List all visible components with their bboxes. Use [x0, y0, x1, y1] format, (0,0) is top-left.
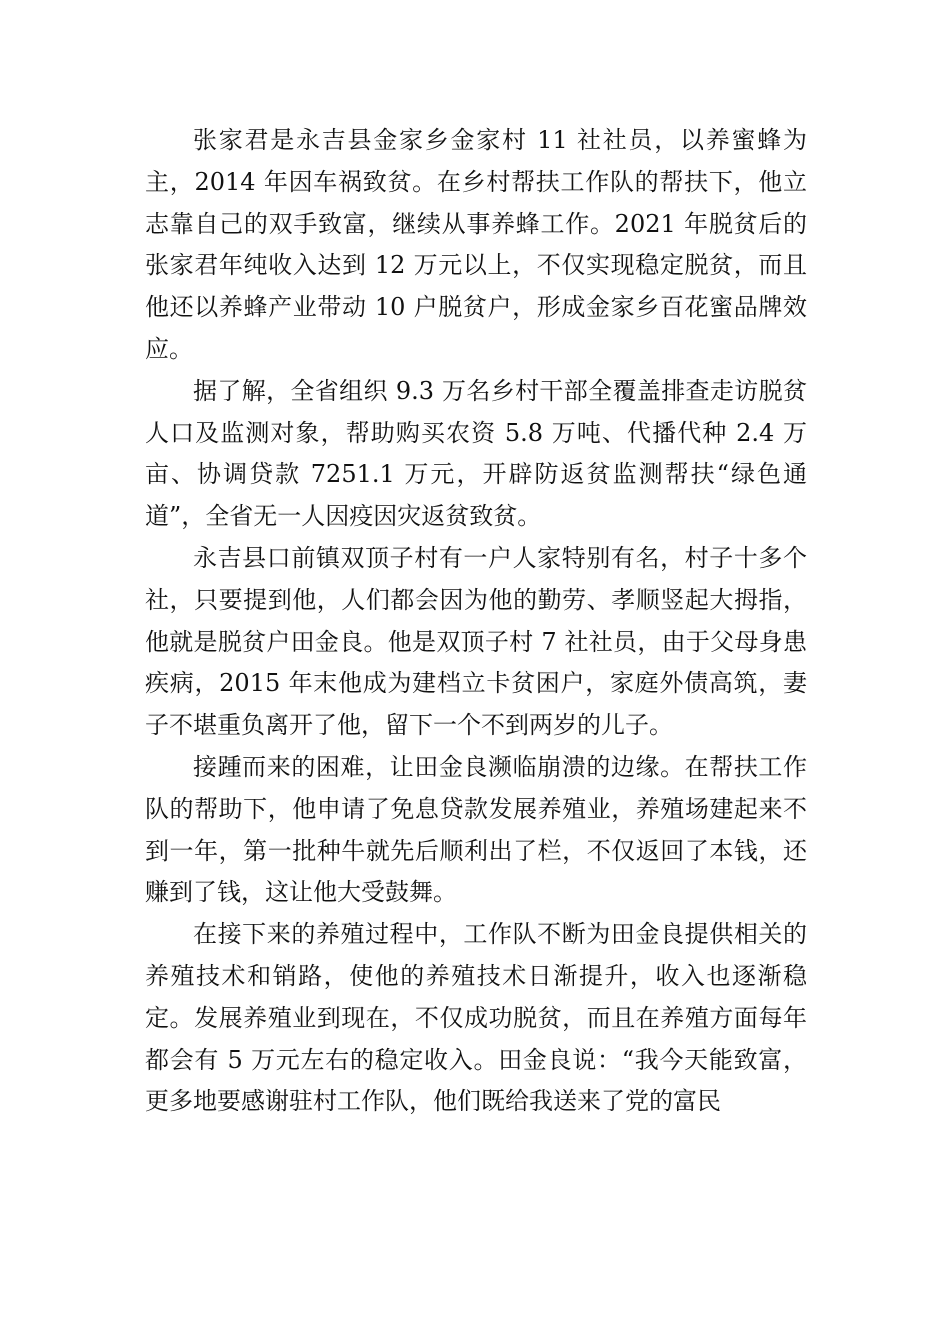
paragraph-province-statistics: 据了解，全省组织 9.3 万名乡村干部全覆盖排查走访脱贫人口及监测对象，帮助购买农资 5.8 万吨、代播代种 2.4 万亩、协调贷款 7251.1 万元，开辟防返贫监测帮扶“绿色通道”，全省无一人因疫因灾返贫致贫。: [145, 376, 807, 531]
paragraph-zhang-jiajun: 张家君是永吉县金家乡金家村 11 社社员，以养蜜蜂为主，2014 年因车祸致贫。在乡村帮扶工作队的帮扶下，他立志靠自己的双手致富，继续从事养蜂工作。2021 年脱贫后的张家君年纯收入达到 12 万元以上，不仅实现稳定脱贫，而且他还以养蜂产业带动 10 户脱贫户，形成金家乡百花蜜品牌效应。: [145, 126, 807, 363]
paragraph-tian-jinliang-intro: 永吉县口前镇双顶子村有一户人家特别有名，村子十多个社，只要提到他，人们都会因为他的勤劳、孝顺竖起大拇指，他就是脱贫户田金良。他是双顶子村 7 社社员，由于父母身患疾病，2015 年末他成为建档立卡贫困户，家庭外债高筑，妻子不堪重负离开了他，留下一个不到两岁的儿子。: [145, 543, 807, 740]
paragraph-tian-jinliang-income: 在接下来的养殖过程中，工作队不断为田金良提供相关的养殖技术和销路，使他的养殖技术日渐提升，收入也逐渐稳定。发展养殖业到现在，不仅成功脱贫，而且在养殖方面每年都会有 5 万元左右的稳定收入。田金良说：“我今天能致富，更多地要感谢驻村工作队，他们既给我送来了党的富民: [145, 920, 807, 1116]
paragraph-tian-jinliang-loan: 接踵而来的困难，让田金良濒临崩溃的边缘。在帮扶工作队的帮助下，他申请了免息贷款发展养殖业，养殖场建起来不到一年，第一批种牛就先后顺利出了栏，不仅返回了本钱，还赚到了钱，这让他大受鼓舞。: [145, 752, 807, 907]
article-body: [145, 120, 807, 1123]
